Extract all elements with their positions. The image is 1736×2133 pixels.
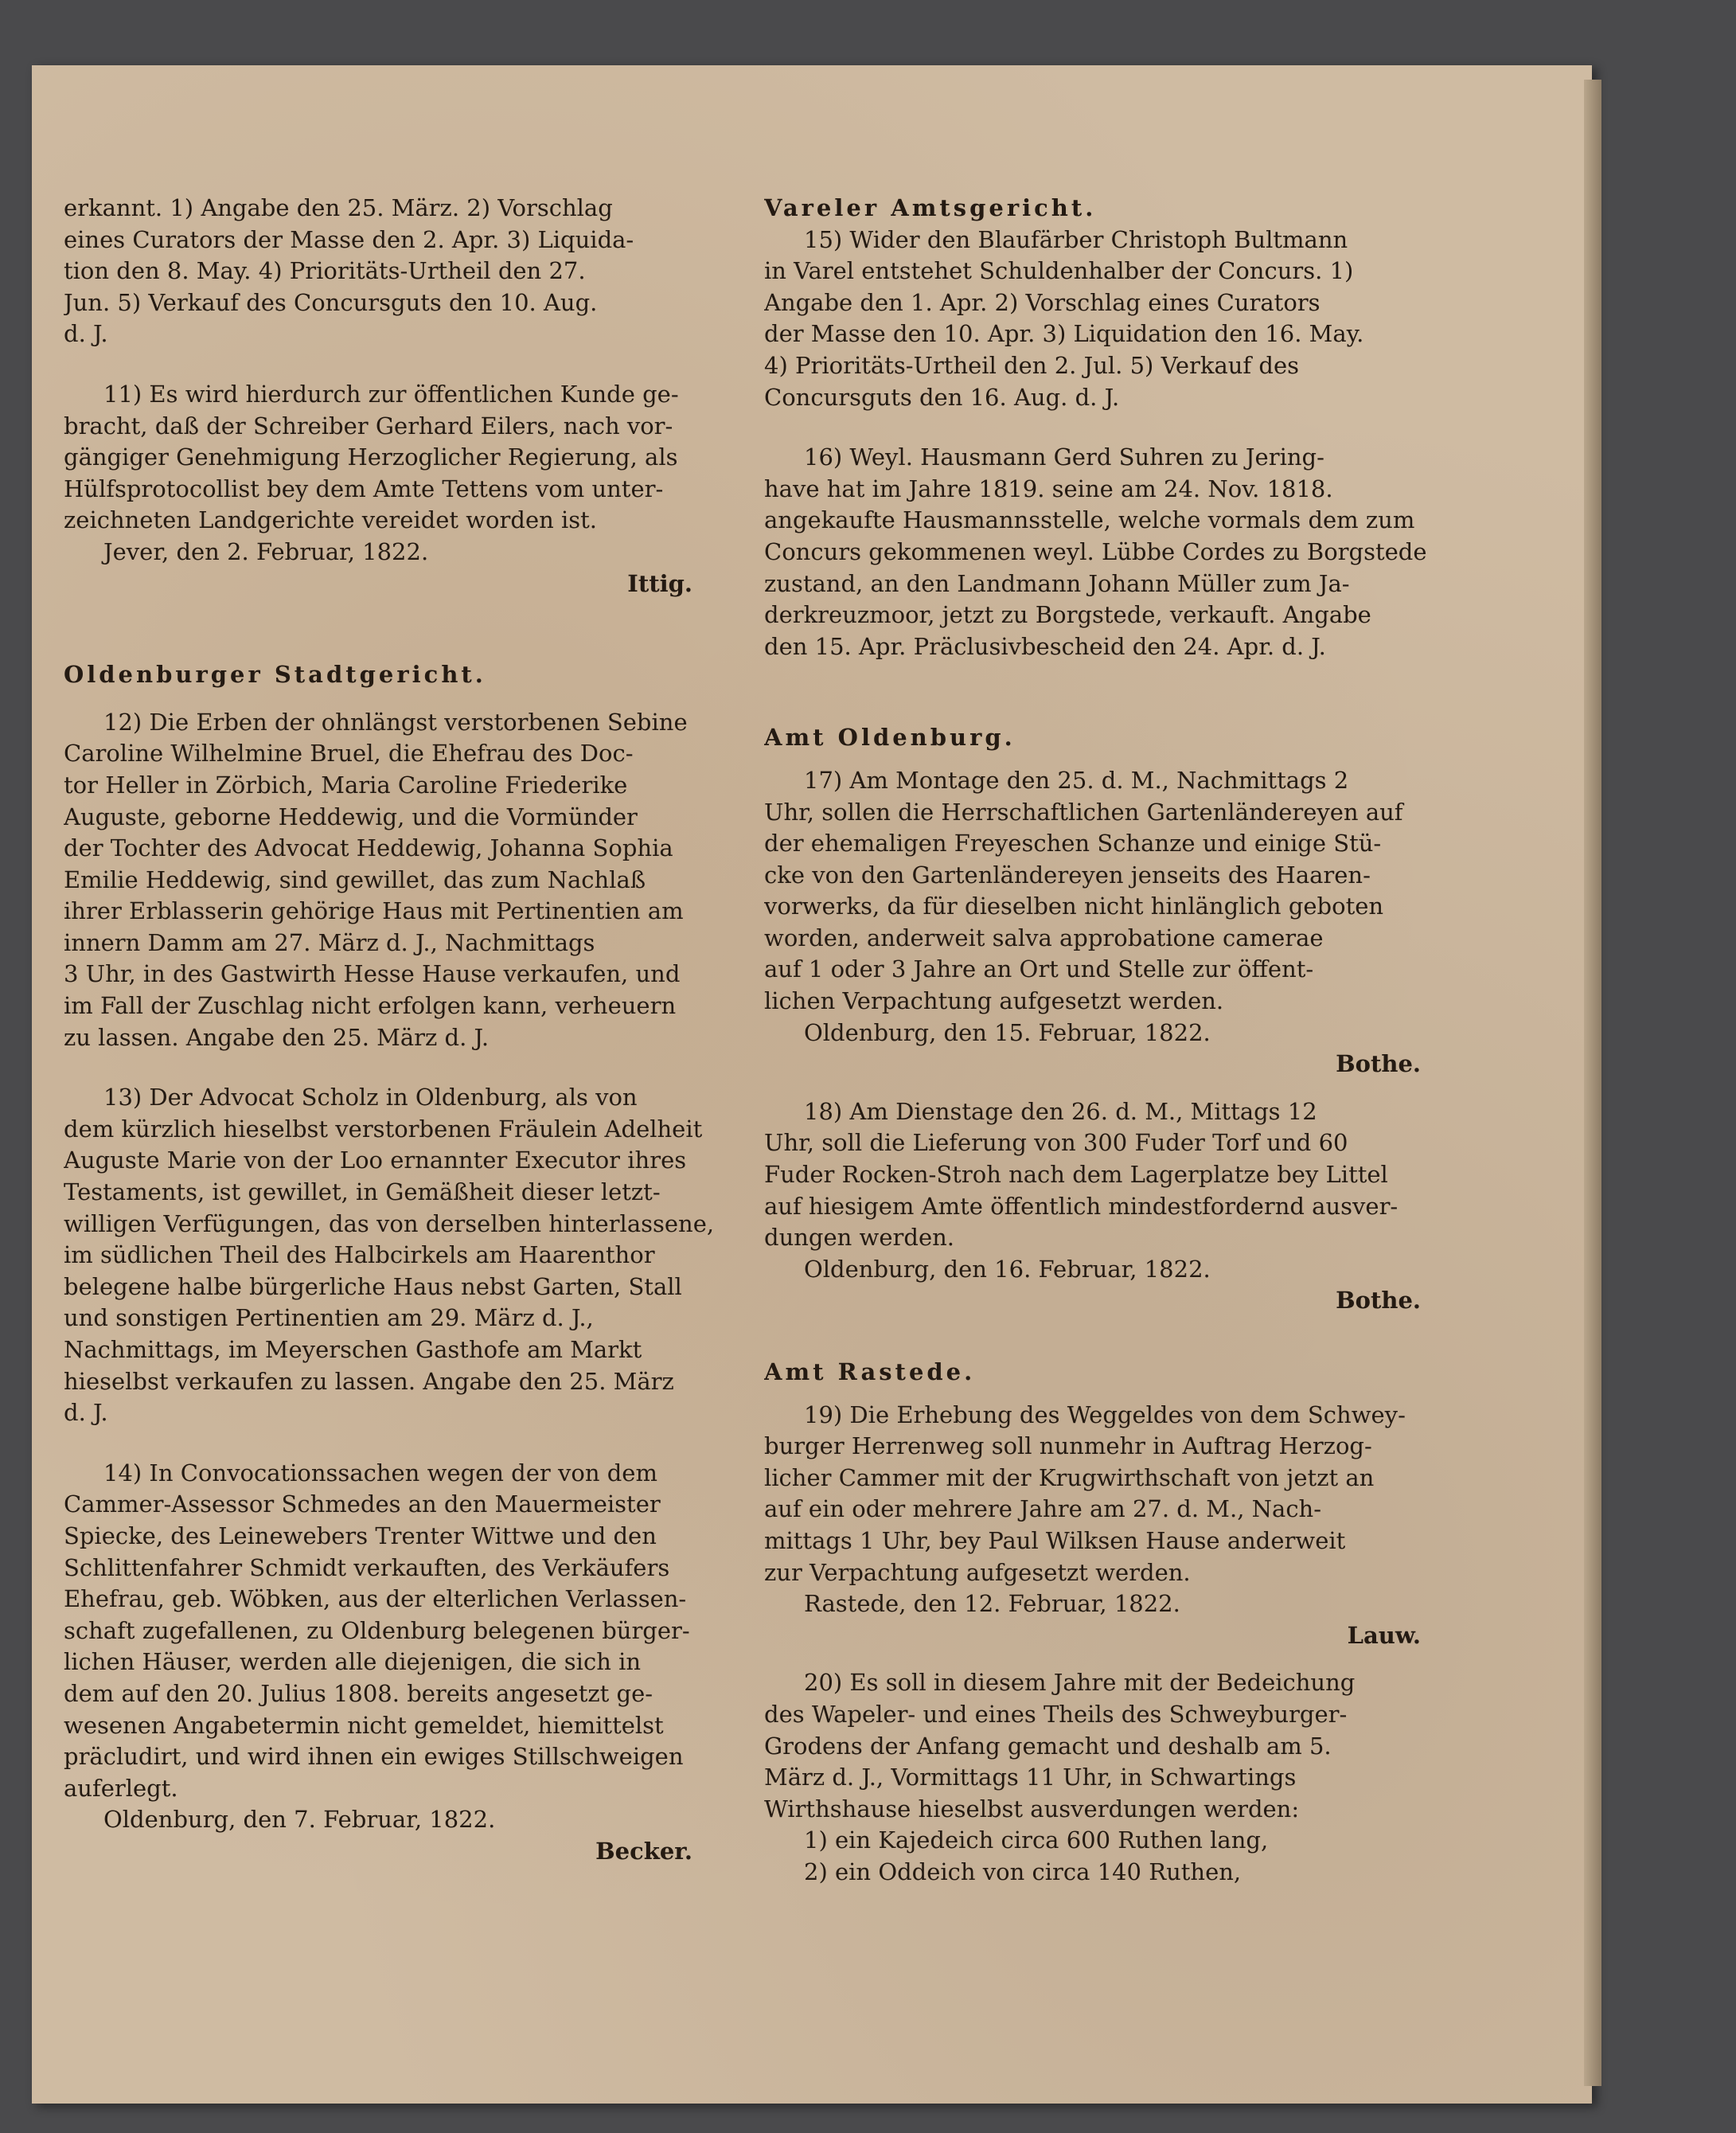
text-line: Jun. 5) Verkauf des Concursguts den 10. Aug. <box>64 288 598 316</box>
text-line: der Masse den 10. Apr. 3) Liquidation den 16. May. <box>764 320 1364 348</box>
text-line: gängiger Genehmigung Herzoglicher Regierung, als <box>64 443 678 471</box>
text-line: dem auf den 20. Julius 1808. bereits angesetzt ge- <box>64 1679 653 1707</box>
text-line: der ehemaligen Freyeschen Schanze und einige Stü- <box>764 830 1382 857</box>
text-line: zur Verpachtung aufgesetzt werden. <box>764 1558 1191 1586</box>
text-line: willigen Verfügungen, das von derselben hinterlassene, <box>64 1209 715 1237</box>
text-line: 20) Es soll in diesem Jahre mit der Bedeichung <box>804 1669 1356 1697</box>
text-line: auf 1 oder 3 Jahre an Ort und Stelle zur öffent- <box>764 955 1314 983</box>
text-line: vorwerks, da für dieselben nicht hinlänglich geboten <box>764 893 1384 920</box>
text-line: Oldenburg, den 7. Februar, 1822. <box>103 1806 496 1834</box>
text-line: mittags 1 Uhr, bey Paul Wilksen Hause anderweit <box>764 1526 1346 1554</box>
text-line: derkreuzmoor, jetzt zu Borgstede, verkauft. Angabe <box>764 601 1371 629</box>
text-line: Jever, den 2. Februar, 1822. <box>103 537 429 565</box>
text-line: Cammer-Assessor Schmedes an den Mauermeister <box>64 1490 661 1518</box>
section-heading: Amt Oldenburg. <box>764 724 1016 752</box>
text-line: den 15. Apr. Präclusivbescheid den 24. Apr. d. J. <box>764 632 1326 660</box>
text-line: licher Cammer mit der Krugwirthschaft von jetzt an <box>764 1463 1375 1491</box>
text-line: im Fall der Zuschlag nicht erfolgen kann, verheuern <box>64 992 677 1020</box>
text-line: wesenen Angabetermin nicht gemeldet, hiemittelst <box>64 1711 664 1739</box>
text-line: 19) Die Erhebung des Weggeldes von dem Schwey- <box>804 1401 1406 1428</box>
text-line: Oldenburg, den 15. Februar, 1822. <box>804 1018 1211 1046</box>
text-line: auf ein oder mehrere Jahre am 27. d. M., Nach- <box>764 1495 1322 1523</box>
text-line: tor Heller in Zörbich, Maria Caroline Friederike <box>64 771 628 799</box>
text-line: auf hiesigem Amte öffentlich mindestfordernd ausver- <box>764 1192 1399 1220</box>
text-line: in Varel entstehet Schuldenhalber der Concurs. 1) <box>764 257 1354 285</box>
text-line: 11) Es wird hierdurch zur öffentlichen Kunde ge- <box>103 380 679 408</box>
text-line: 17) Am Montage den 25. d. M., Nachmittags 2 <box>804 766 1349 794</box>
text-line: Emilie Heddewig, sind gewillet, das zum Nachlaß <box>64 865 646 893</box>
text-line: erkannt. 1) Angabe den 25. März. 2) Vorschlag <box>64 194 613 221</box>
text-line: Hülfsprotocollist bey dem Amte Tettens vom unter- <box>64 475 664 502</box>
text-line: Spiecke, des Leinewebers Trenter Wittwe und den <box>64 1522 657 1549</box>
text-line: Fuder Rocken-Stroh nach dem Lagerplatze bey Littel <box>764 1161 1388 1189</box>
text-line: 15) Wider den Blaufärber Christoph Bultmann <box>804 225 1348 253</box>
text-line: schaft zugefallenen, zu Oldenburg belegenen bürger- <box>64 1616 690 1644</box>
text-line: Concursguts den 16. Aug. d. J. <box>764 383 1120 411</box>
text-line: und sonstigen Pertinentien am 29. März d. J., <box>64 1304 594 1332</box>
signature: Becker. <box>595 1837 692 1865</box>
text-line: zeichneten Landgerichte vereidet worden ist. <box>64 506 598 534</box>
text-line: im südlichen Theil des Halbcirkels am Haarenthor <box>64 1241 655 1269</box>
text-line: März d. J., Vormittags 11 Uhr, in Schwartings <box>764 1764 1297 1791</box>
text-line: Caroline Wilhelmine Bruel, die Ehefrau des Doc- <box>64 740 634 768</box>
right-column <box>764 193 1469 1889</box>
text-line: bracht, daß der Schreiber Gerhard Eilers, nach vor- <box>64 412 673 439</box>
text-line: 12) Die Erben der ohnlängst verstorbenen Sebine <box>103 708 688 736</box>
page-edge <box>1584 80 1601 2086</box>
text-line: 13) Der Advocat Scholz in Oldenburg, als von <box>103 1084 638 1111</box>
text-line: lichen Häuser, werden alle diejenigen, die sich in <box>64 1648 642 1676</box>
section-heading: Oldenburger Stadtgericht. <box>64 661 486 689</box>
text-line: belegene halbe bürgerliche Haus nebst Garten, Stall <box>64 1272 682 1300</box>
text-line: Auguste Marie von der Loo ernannter Executor ihres <box>64 1147 687 1174</box>
text-line: Uhr, soll die Lieferung von 300 Fuder Torf und 60 <box>764 1129 1348 1157</box>
text-line: angekaufte Hausmannsstelle, welche vormals dem zum <box>764 506 1415 534</box>
text-line: d. J. <box>64 1399 108 1427</box>
text-line: innern Damm am 27. März d. J., Nachmittags <box>64 928 595 956</box>
text-line: Concurs gekommenen weyl. Lübbe Cordes zu Borgstede <box>764 537 1427 565</box>
text-line: der Tochter des Advocat Heddewig, Johanna Sophia <box>64 834 673 862</box>
text-line: des Wapeler- und eines Theils des Schweyburger- <box>764 1700 1348 1728</box>
signature: Ittig. <box>627 569 692 597</box>
text-line: tion den 8. May. 4) Prioritäts-Urtheil den 27. <box>64 257 586 285</box>
text-line: zu lassen. Angabe den 25. März d. J. <box>64 1023 490 1051</box>
text-line: Grodens der Anfang gemacht und deshalb am 5. <box>764 1732 1332 1760</box>
text-line: worden, anderweit salva approbatione camerae <box>764 924 1324 951</box>
text-line: burger Herrenweg soll nunmehr in Auftrag Herzog- <box>764 1432 1372 1460</box>
signature: Bothe. <box>1336 1287 1421 1315</box>
text-line: lichen Verpachtung aufgesetzt werden. <box>764 987 1224 1015</box>
text-line: Nachmittags, im Meyerschen Gasthofe am Markt <box>64 1336 642 1363</box>
text-line: Schlittenfahrer Schmidt verkauften, des Verkäufers <box>64 1553 670 1581</box>
text-line: präcludirt, und wird ihnen ein ewiges Stillschweigen <box>64 1743 684 1771</box>
text-line: auferlegt. <box>64 1774 178 1802</box>
text-line: ihrer Erblasserin gehörige Haus mit Pertinentien am <box>64 897 684 925</box>
text-line: dungen werden. <box>764 1224 955 1252</box>
text-line: Rastede, den 12. Februar, 1822. <box>804 1590 1180 1618</box>
text-line: d. J. <box>64 320 108 348</box>
text-line: 4) Prioritäts-Urtheil den 2. Jul. 5) Verkauf des <box>764 351 1299 379</box>
text-line: 14) In Convocationssachen wegen der von dem <box>103 1459 657 1486</box>
section-heading: Vareler Amtsgericht. <box>764 194 1097 221</box>
left-column <box>64 193 740 1868</box>
text-line: dem kürzlich hieselbst verstorbenen Fräulein Adelheit <box>64 1115 703 1143</box>
text-line: cke von den Gartenländereyen jenseits des Haaren- <box>764 861 1371 889</box>
text-line: zustand, an den Landmann Johann Müller zum Ja- <box>764 569 1350 597</box>
text-line: Testaments, ist gewillet, in Gemäßheit dieser letzt- <box>64 1178 661 1206</box>
signature: Lauw. <box>1347 1621 1421 1649</box>
text-line: Auguste, geborne Heddewig, und die Vormünder <box>64 803 638 830</box>
text-line: 2) ein Oddeich von circa 140 Ruthen, <box>804 1858 1242 1885</box>
text-line: 3 Uhr, in des Gastwirth Hesse Hause verkaufen, und <box>64 960 681 988</box>
signature: Bothe. <box>1336 1050 1421 1078</box>
text-line: hieselbst verkaufen zu lassen. Angabe den 25. März <box>64 1367 674 1395</box>
text-line: Ehefrau, geb. Wöbken, aus der elterlichen Verlassen- <box>64 1585 687 1613</box>
text-line: 16) Weyl. Hausmann Gerd Suhren zu Jering- <box>804 443 1324 471</box>
text-line: eines Curators der Masse den 2. Apr. 3) Liquida- <box>64 225 634 253</box>
newspaper-page <box>32 65 1592 2104</box>
section-heading: Amt Rastede. <box>764 1358 976 1385</box>
text-line: Oldenburg, den 16. Februar, 1822. <box>804 1255 1211 1283</box>
text-line: have hat im Jahre 1819. seine am 24. Nov. 1818. <box>764 475 1333 502</box>
text-line: Uhr, sollen die Herrschaftlichen Gartenländereyen auf <box>764 798 1403 826</box>
text-line: Wirthshause hieselbst ausverdungen werden: <box>764 1795 1300 1822</box>
text-line: 18) Am Dienstage den 26. d. M., Mittags 12 <box>804 1097 1317 1125</box>
text-line: Angabe den 1. Apr. 2) Vorschlag eines Curators <box>764 288 1321 316</box>
text-line: 1) ein Kajedeich circa 600 Ruthen lang, <box>804 1826 1269 1854</box>
